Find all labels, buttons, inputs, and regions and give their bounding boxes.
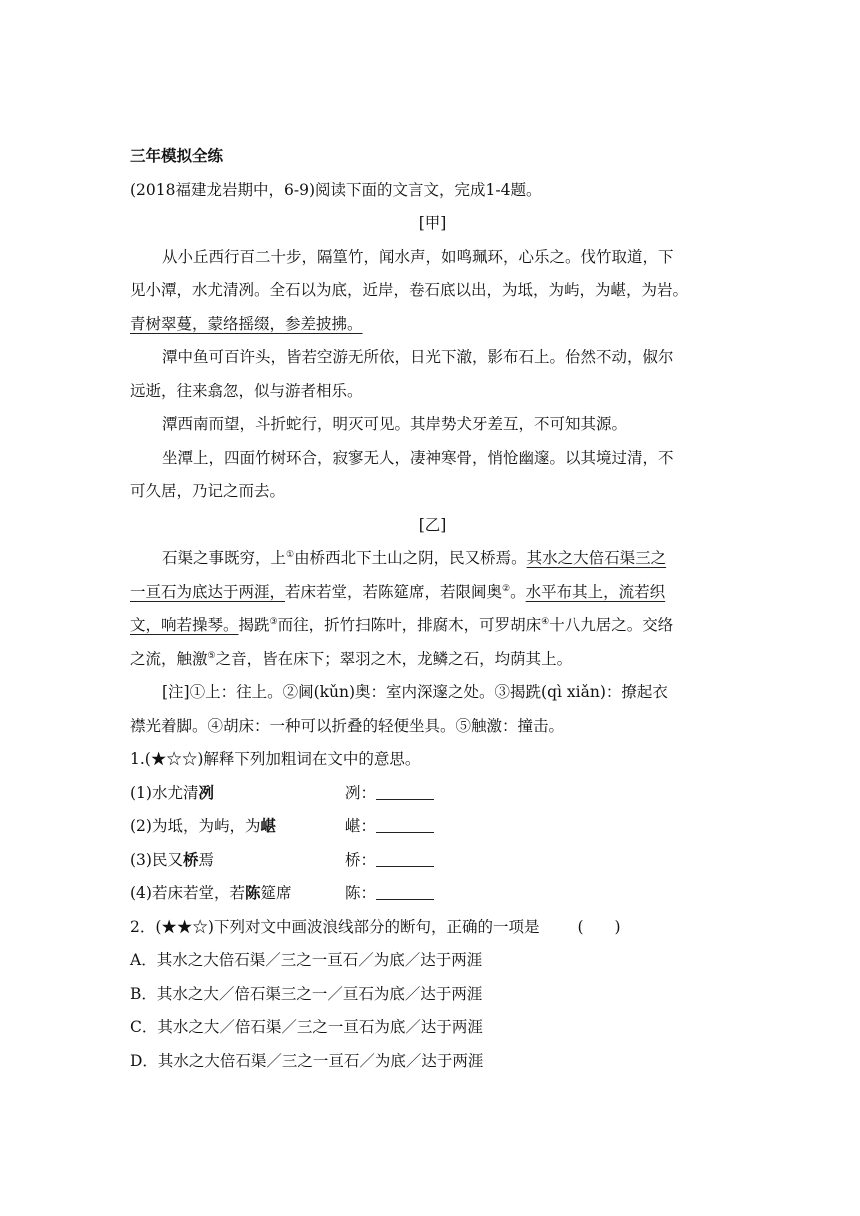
- section-title: 三年模拟全练: [130, 147, 224, 165]
- source-line: (2018福建龙岩期中，6-9)阅读下面的文言文，完成1-4题。: [130, 180, 542, 199]
- wavy-underlined-text: 其水之大倍石渠三之: [526, 549, 667, 567]
- question-2-stem: 2．(★★☆)下列对文中画波浪线部分的断句，正确的一项是 ( ): [130, 911, 735, 945]
- question-1-item: (1)水尤清冽 冽：: [130, 777, 735, 811]
- underlined-text: 水平布其上，流若织: [525, 582, 666, 601]
- option-c: C．其水之大／倍石渠／三之一亘石为底／达于两涯: [130, 1018, 483, 1036]
- answer-blank[interactable]: [376, 818, 434, 833]
- passage-a-p1-line1: 从小丘西行百二十步，隔篁竹，闻水声，如鸣珮环，心乐之。伐竹取道，下: [162, 247, 674, 266]
- notes-line1: [注]①上：往上。②阃(kǔn)奥：室内深邃之处。③揭跣(qì xiǎn)：撩起衣: [162, 683, 668, 701]
- passage-a-heading: [甲]: [418, 214, 447, 232]
- answer-blank[interactable]: [376, 885, 434, 900]
- option-d: D．其水之大倍石渠／三之一亘石／为底／达于两涯: [130, 1051, 484, 1070]
- passage-a-p2-line1: 潭中鱼可百许头，皆若空游无所依，日光下澈，影布石上。佁然不动，俶尔: [162, 348, 674, 366]
- underlined-text: 文，响若操琴。: [130, 616, 239, 634]
- option-b: B．其水之大／倍石渠三之一／亘石为底／达于两涯: [130, 984, 483, 1003]
- question-1-item: (4)若床若堂，若陈筵席 陈：: [130, 877, 735, 911]
- passage-b-line3: 文，响若操琴。揭跣③而往，折竹扫陈叶，排腐木，可罗胡床④十八九居之。交络: [130, 616, 674, 634]
- passage-a-p1-line2: 见小潭，水尤清冽。全石以为底，近岸，卷石底以出，为坻，为屿，为嵁，为岩。: [130, 281, 689, 299]
- passage-a-p2-line2: 远逝，往来翕忽，似与游者相乐。: [130, 381, 363, 400]
- passage-b-line1: 石渠之事既穷，上①由桥西北下土山之阴，民又桥焉。其水之大倍石渠三之: [162, 549, 667, 567]
- answer-paren[interactable]: ( ): [577, 917, 621, 936]
- passage-b-line4: 之流，触激⑤之音，皆在床下；翠羽之木，龙鳞之石，均荫其上。: [130, 649, 573, 668]
- answer-blank[interactable]: [376, 785, 434, 800]
- answer-blank[interactable]: [376, 852, 434, 867]
- question-1-stem: 1.(★☆☆)解释下列加粗词在文中的意思。: [130, 750, 421, 768]
- footnote-marker: ④: [541, 617, 550, 627]
- passage-b-heading: [乙]: [418, 515, 447, 534]
- wavy-underlined-text: 一亘石为底达于两涯，: [130, 582, 286, 601]
- passage-a-p1-line3: 青树翠蔓，蒙络摇缀，参差披拂。: [130, 314, 363, 333]
- footnote-marker: ⑤: [207, 650, 216, 661]
- footnote-marker: ①: [286, 550, 295, 560]
- option-a: A．其水之大倍石渠／三之一亘石／为底／达于两涯: [130, 951, 483, 969]
- footnote-marker: ③: [269, 617, 278, 627]
- question-1-item: (2)为坻，为屿，为嵁 嵁：: [130, 810, 735, 844]
- notes-line2: 襟光着脚。④胡床：一种可以折叠的轻便坐具。⑤触激：撞击。: [130, 716, 565, 735]
- document-page: [130, 140, 735, 1078]
- passage-a-p4-line1: 坐潭上，四面竹树环合，寂寥无人，凄神寒骨，悄怆幽邃。以其境过清，不: [162, 448, 674, 467]
- question-1-item: (3)民又桥焉 桥：: [130, 844, 735, 878]
- passage-a-p3-line1: 潭西南而望，斗折蛇行，明灭可见。其岸势犬牙差互，不可知其源。: [162, 415, 628, 433]
- passage-b-line2: 一亘石为底达于两涯，若床若堂，若陈筵席，若限阃奥②。水平布其上，流若织: [130, 582, 666, 601]
- footnote-marker: ②: [502, 583, 511, 594]
- passage-a-p4-line2: 可久居，乃记之而去。: [130, 482, 286, 500]
